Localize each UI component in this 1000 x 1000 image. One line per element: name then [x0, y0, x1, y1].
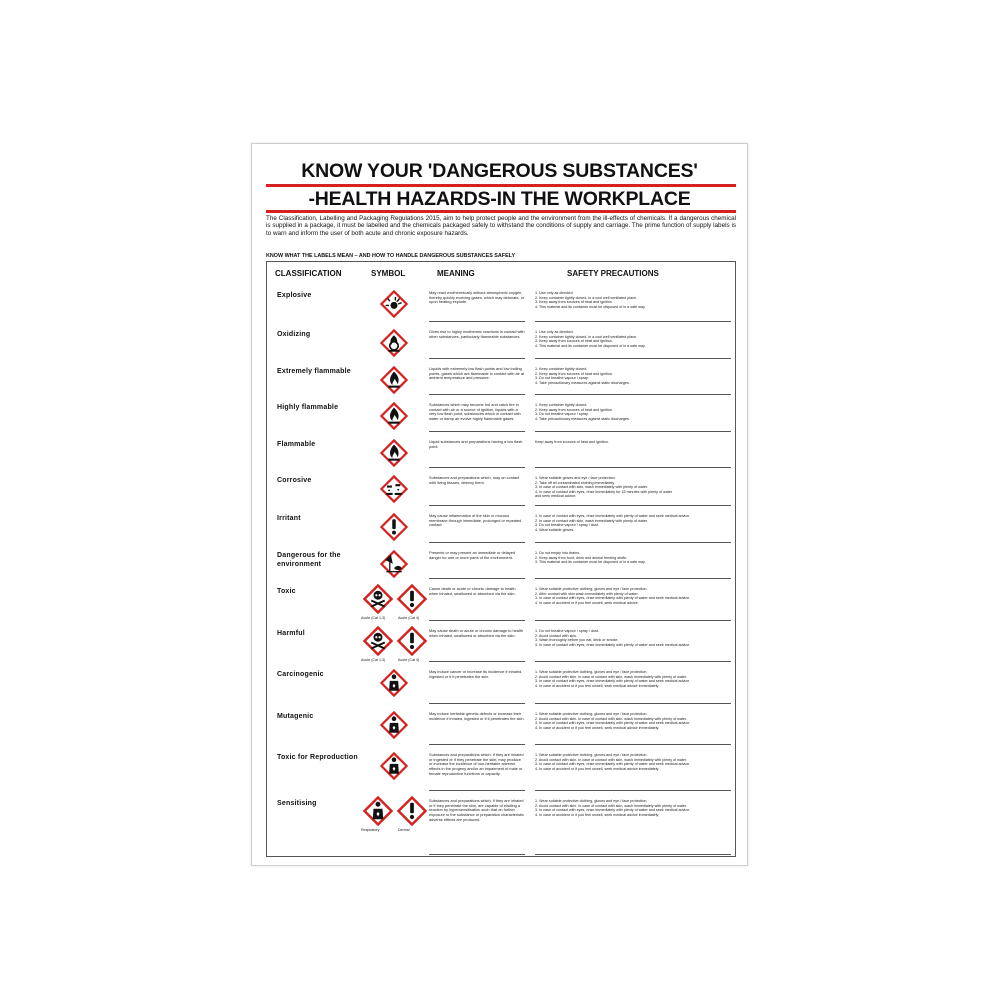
precaution-item: 4. Wear suitable gloves. — [535, 527, 575, 532]
exclamation-mark-icon — [397, 626, 427, 656]
flame-icon — [380, 366, 408, 394]
precaution-item: 4. In case of accident or if you feel unwell, seek medical advice immediately. — [535, 766, 660, 771]
row-divider — [535, 542, 731, 543]
meaning-text: Substances and preparations which, may on contact with living tissues, destroy them. — [429, 475, 520, 485]
precaution-item: 2. Take off all contaminated clothing immediately. — [535, 480, 615, 485]
precaution-item: 1. Keep container tightly closed. — [535, 367, 588, 371]
row-divider — [535, 431, 731, 432]
pictogram-label: Acute (Cat 1-3) — [361, 658, 386, 662]
flame-icon — [380, 439, 408, 467]
meaning-text: Substances and preparations which, if they are inhaled or if they penetrate the skin, are capable of eliciting a reaction by hypersensitisation such that on further exposure to the substance or preparation characteristic adverse effects are produced. — [429, 798, 524, 822]
classification-name: Explosive — [277, 292, 312, 299]
classification-name: Irritant — [277, 515, 301, 522]
meaning-text: Substances which may become hot and catch fire in contact with air or a source of ignition, liquids with a very low flash point, substances which in contact with water or damp air evolve highly flammable gases. — [429, 402, 521, 422]
row-divider — [429, 578, 525, 579]
table-row — [267, 285, 735, 324]
precaution-item: 1. Wear suitable protective clothing, gloves and eye / face protection. — [535, 753, 648, 757]
row-divider — [429, 661, 525, 662]
precaution-item: 2. Avoid contact with skin. In case of contact with skin, wash immediately with plenty of water. — [535, 716, 688, 721]
row-divider — [429, 854, 525, 855]
row-divider — [535, 744, 731, 745]
row-divider — [429, 505, 525, 506]
precaution-item: 4. Take precautionary measures against static discharges. — [535, 416, 630, 421]
precaution-item: 1. Wear suitable protective clothing, gloves and eye / face protection. — [535, 712, 648, 716]
classification-name: Oxidizing — [277, 331, 311, 338]
row-divider — [535, 578, 731, 579]
meaning-text: May react exothermically without atmospheric oxygen, thereby quickly evolving gases, which may detonate, or upon heating explode. — [429, 290, 525, 305]
table-row — [267, 470, 735, 508]
meaning-text: May induce heritable genetic defects or increase their incidence if inhaled, ingested or if it penetrates the skin. — [429, 711, 525, 721]
skull-crossbones-icon — [363, 626, 393, 656]
safety-precautions — [535, 670, 731, 688]
precaution-item: 2. After contact with skin wash immediately with plenty of water. — [535, 591, 639, 596]
pictogram-label: Acute (Cat 4) — [398, 616, 420, 620]
classification-name: Dangerous for the environment — [277, 552, 341, 568]
skull-crossbones-icon — [363, 584, 393, 614]
header-meaning: MEANING — [437, 269, 475, 278]
row-divider — [429, 790, 525, 791]
row-divider — [535, 505, 731, 506]
row-divider — [535, 620, 731, 621]
table-row — [267, 545, 735, 581]
precaution-item: 1. Do not breathe vapour / spray / dust. — [535, 629, 599, 633]
precaution-item: 4. In case of accident or if you feel unwell, seek medical advice immediately. — [535, 683, 660, 688]
precaution-item: 1. Do not empty into drains. — [535, 551, 581, 555]
precaution-item: 3. Keep away from sources of heat and ignition. — [535, 300, 613, 305]
precaution-item: 3. In case of contact with eyes, rinse immediately with plenty of water and seek medical advice. — [535, 762, 691, 767]
precaution-item: 1. Wear suitable protective clothing, gloves and eye / face protection. — [535, 799, 648, 803]
pictogram-label: Acute (Cat 1-3) — [361, 616, 386, 620]
precaution-item: 4. In case of contact with eyes, rinse immediately for 15 minutes with plenty of water — [535, 489, 673, 494]
precaution-item: 4. This material and its container must be disposed of in a safe way. — [535, 304, 646, 309]
safety-precautions — [535, 291, 731, 309]
hazard-table — [266, 261, 736, 857]
pictogram-label: Respiratory — [361, 828, 380, 832]
meaning-text: May cause inflammation of the skin or mucous membrane through immediate, prolonged or repeated contact. — [429, 513, 522, 528]
precaution-item: 3. In case of contact with eyes, rinse immediately with plenty of water and seek medical advice. — [535, 679, 691, 684]
meaning-text: Liquids with extremely low flash points and low boiling points, gases which are flammable in contact with air at ambient temperature and pressure. — [429, 366, 525, 381]
classification-name: Toxic — [277, 588, 296, 595]
row-divider — [535, 661, 731, 662]
precaution-item: 1. Use only as directed. — [535, 291, 574, 295]
row-divider — [535, 467, 731, 468]
pictogram-label: Acute (Cat 4) — [398, 658, 420, 662]
row-divider — [535, 358, 731, 359]
header-classification: CLASSIFICATION — [275, 269, 342, 278]
precaution-item: 2. Keep away from sources of heat and ignition. — [535, 371, 613, 376]
precaution-item: 4. This material and its container must be disposed of in a safe way. — [535, 343, 646, 348]
safety-precautions — [535, 551, 731, 565]
row-divider — [535, 321, 731, 322]
precaution-item: Keep away from sources of heat and ignition. — [535, 440, 609, 444]
header-safety-precautions: SAFETY PRECAUTIONS — [567, 269, 659, 278]
classification-name: Highly flammable — [277, 404, 339, 411]
precaution-item: 1. Use only as directed. — [535, 330, 574, 334]
table-row — [267, 361, 735, 397]
table-row — [267, 434, 735, 470]
safety-precautions — [535, 476, 731, 499]
row-divider — [429, 467, 525, 468]
precaution-item: 3. Keep away from sources of heat and ignition. — [535, 339, 613, 344]
safety-precautions — [535, 403, 731, 421]
meaning-text: Cause death or acute or chronic damage to health when inhaled, swallowed or absorbed via the skin. — [429, 586, 516, 596]
precaution-item: 2. Keep away from food, drink and animal feeding stuffs. — [535, 555, 627, 560]
table-row — [267, 706, 735, 747]
row-divider — [429, 358, 525, 359]
precaution-item: 1. Wear suitable protective clothing, gloves and eye / face protection. — [535, 587, 648, 591]
subheading: KNOW WHAT THE LABELS MEAN – AND HOW TO HANDLE DANGEROUS SUBSTANCES SAFELY — [266, 253, 516, 259]
safety-precautions — [535, 753, 731, 771]
corrosion-icon — [380, 475, 408, 503]
precaution-item: 3. In case of contact with skin, wash immediately with plenty of water. — [535, 485, 648, 490]
meaning-text: Substances and preparations which, if they are inhaled or ingested or if they penetrate the skin, may produce or increase the incidence of non-heritable adverse effects in the progeny and/or an impairment of male or female reproductive functions or capacity. — [429, 752, 524, 776]
precaution-item: 3. Do not breathe vapour / spray. — [535, 412, 589, 417]
precaution-item: 2. Avoid contact with skin. In case of contact with skin, wash immediately with plenty of water. — [535, 757, 688, 762]
precaution-item: 3. Do not breathe vapour / spray. — [535, 376, 589, 381]
table-row — [267, 623, 735, 664]
table-row — [267, 581, 735, 623]
classification-name: Flammable — [277, 441, 316, 448]
poster — [251, 143, 748, 866]
meaning-text: May cause death or acute or chronic damage to health when inhaled, swallowed or absorbed via the skin. — [429, 628, 524, 638]
precaution-item: 2. Keep container tightly closed, in a cool well ventilated place. — [535, 295, 638, 300]
safety-precautions — [535, 587, 731, 605]
exclamation-mark-icon — [397, 584, 427, 614]
title-line-1: KNOW YOUR 'DANGEROUS SUBSTANCES' — [301, 160, 698, 182]
health-hazard-icon — [380, 669, 408, 697]
header-symbol: SYMBOL — [371, 269, 406, 278]
precaution-item: 1. Wear suitable gloves and eye / face protection. — [535, 476, 616, 480]
health-hazard-icon — [380, 711, 408, 739]
classification-name: Carcinogenic — [277, 671, 324, 678]
flame-icon — [380, 402, 408, 430]
table-row — [267, 508, 735, 545]
exclamation-mark-icon — [397, 796, 427, 826]
title-underline-1 — [266, 184, 736, 187]
safety-precautions — [535, 367, 731, 385]
health-hazard-icon — [363, 796, 393, 826]
precaution-item: 3. Wash thoroughly before you eat, drink or smoke. — [535, 638, 619, 643]
safety-precautions — [535, 330, 731, 348]
precaution-item: 4. In case of accident or if you feel unwell, seek medical advice immediately. — [535, 812, 660, 817]
row-divider — [535, 394, 731, 395]
health-hazard-icon — [380, 752, 408, 780]
environment-icon — [380, 550, 408, 578]
precaution-item: 1. Keep container tightly closed. — [535, 403, 588, 407]
meaning-text: Presents or may present an immediate or delayed danger for one or more parts of the environment. — [429, 550, 516, 560]
exploding-bomb-icon — [380, 290, 408, 318]
meaning-text: Gives rise to highly exothermic reactions in contact with other substances, particularly flammable substances. — [429, 329, 525, 339]
safety-precautions — [535, 440, 731, 445]
precaution-item: 3. In case of contact with eyes, rinse immediately with plenty of water and seek medical advice. — [535, 596, 691, 601]
meaning-text: May induce cancer or increase its incidence if inhaled, ingested or if it penetrates the skin. — [429, 669, 523, 679]
safety-precautions — [535, 712, 731, 730]
precaution-item: 3. In case of contact with eyes, rinse immediately with plenty of water and seek medical advice. — [535, 808, 691, 813]
table-row — [267, 747, 735, 793]
title-underline-2 — [266, 210, 736, 213]
flame-over-circle-icon — [380, 329, 408, 357]
row-divider — [535, 703, 731, 704]
meaning-text: Liquid substances and preparations having a low flash point. — [429, 439, 523, 449]
precaution-item: 3. Do not breathe vapour / spray / dust. — [535, 523, 599, 528]
classification-name: Sensitising — [277, 800, 317, 807]
precaution-item: 2. Keep away from sources of heat and ignition. — [535, 407, 613, 412]
precaution-item: 4. Take precautionary measures against static discharges. — [535, 380, 630, 385]
precaution-item: and seek medical advice. — [535, 494, 577, 499]
row-divider — [429, 744, 525, 745]
classification-name: Harmful — [277, 630, 305, 637]
table-row — [267, 397, 735, 434]
precaution-item: 3. In case of contact with eyes, rinse immediately with plenty of water and seek medical advice. — [535, 721, 691, 726]
precaution-item: 2. Avoid contact with skin. — [535, 633, 578, 638]
safety-precautions — [535, 629, 731, 647]
table-row — [267, 793, 735, 857]
exclamation-mark-icon — [380, 513, 408, 541]
precaution-item: 2. Keep container tightly closed, in a cool well ventilated place. — [535, 334, 638, 339]
row-divider — [429, 620, 525, 621]
table-row — [267, 324, 735, 361]
classification-name: Corrosive — [277, 477, 312, 484]
precaution-item: 4. In case of accident or if you feel unwell, seek medical advice. — [535, 600, 639, 605]
row-divider — [535, 790, 731, 791]
precaution-item: 3. This material and its container must be disposed of in a safe way. — [535, 560, 646, 565]
row-divider — [429, 321, 525, 322]
precaution-item: 1. Wear suitable protective clothing, gloves and eye / face protection. — [535, 670, 648, 674]
precaution-item: 4. In case of contact with eyes, rinse immediately with plenty of water and seek medical advice. — [535, 642, 691, 647]
classification-name: Extremely flammable — [277, 368, 351, 375]
table-row — [267, 664, 735, 706]
row-divider — [429, 394, 525, 395]
safety-precautions — [535, 514, 731, 532]
precaution-item: 2. In case of contact with skin, wash immediately with plenty of water. — [535, 518, 648, 523]
classification-name: Mutagenic — [277, 713, 314, 720]
precaution-item: 4. In case of accident or if you feel unwell, seek medical advice immediately. — [535, 725, 660, 730]
row-divider — [429, 431, 525, 432]
precaution-item: 2. Avoid contact with skin. In case of contact with skin, wash immediately with plenty of water. — [535, 674, 688, 679]
row-divider — [429, 542, 525, 543]
row-divider — [535, 854, 731, 855]
safety-precautions — [535, 799, 731, 817]
row-divider — [429, 703, 525, 704]
pictogram-label: Dermal — [398, 828, 410, 832]
classification-name: Toxic for Reproduction — [277, 754, 358, 761]
precaution-item: 2. Avoid contact with skin. In case of contact with skin, wash immediately with plenty of water. — [535, 803, 688, 808]
precaution-item: 1. In case of contact with eyes, rinse immediately with plenty of water and seek medical advice. — [535, 514, 691, 518]
intro-paragraph: The Classification, Labelling and Packaging Regulations 2015, aim to help protect people and the environment from the ill-effects of chemicals. If a dangerous chemical is supplied in a package, it must be labelled and the chemicals packaged safely to withstand the conditions of supply and carriage. The prime function of supply labels is to warn and inform the user of both acute and chronic exposure hazards. — [266, 215, 736, 237]
title-line-2: -HEALTH HAZARDS-IN THE WORKPLACE — [308, 188, 691, 210]
